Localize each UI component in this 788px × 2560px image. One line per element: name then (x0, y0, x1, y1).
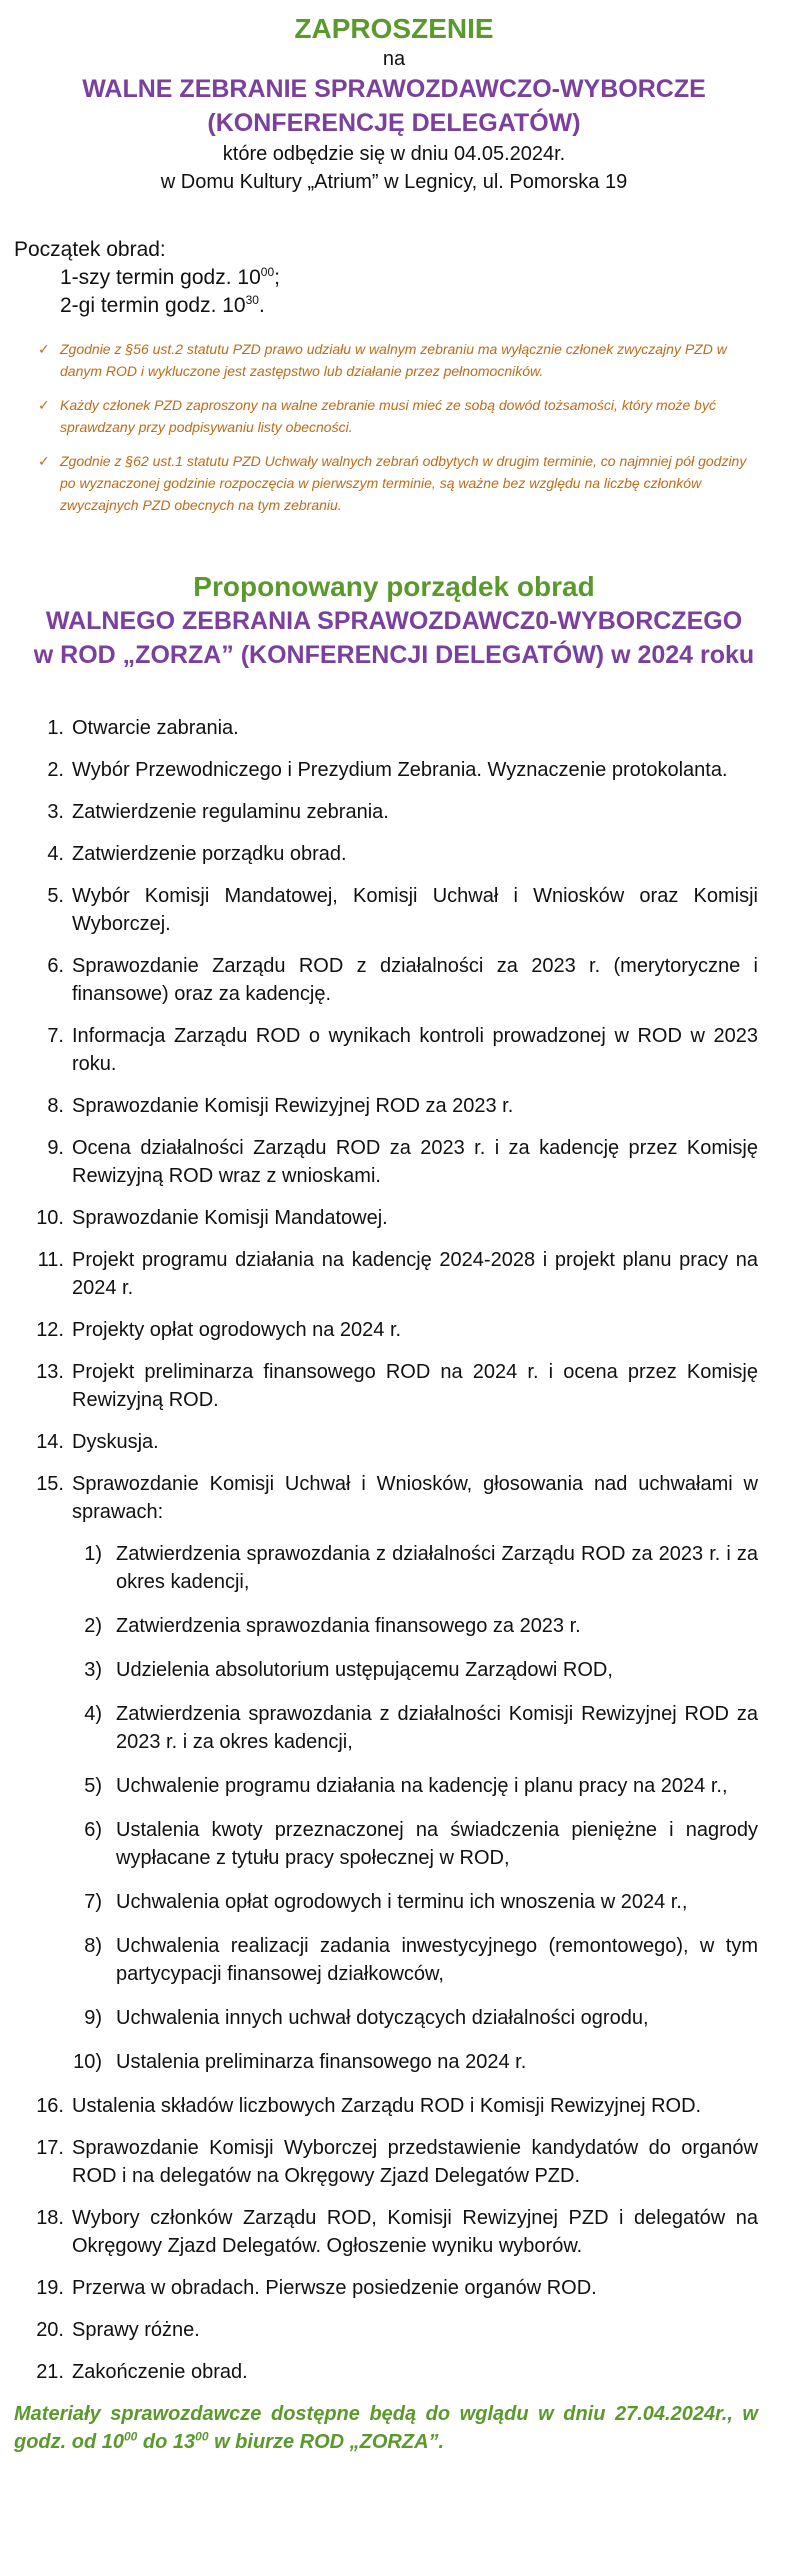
second-term-minutes: 30 (245, 293, 259, 307)
agenda-item (40, 756, 758, 784)
meeting-place: w Domu Kultury „Atrium” w Legnicy, ul. Pomorska 19 (160, 171, 628, 193)
agenda-item-number: 8. (47, 1095, 64, 1117)
agenda-item-text: Sprawozdanie Komisji Uchwał i Wniosków, głosowania nad uchwałami w sprawach: (72, 1473, 758, 1523)
checkmark-icon: ✓ (38, 341, 50, 357)
agenda-item-number: 12. (36, 1319, 64, 1341)
sub-item (72, 1888, 758, 1916)
agenda-item (40, 1022, 758, 1078)
agenda-item (40, 952, 758, 1008)
agenda-item (40, 1134, 758, 1190)
agenda-item-number: 7. (47, 1025, 64, 1047)
agenda-item-text: Projekt preliminarza finansowego ROD na 2024 r. i ocena przez Komisję Rewizyjną ROD. (72, 1361, 758, 1411)
sub-item (72, 1656, 758, 1684)
note-item (38, 338, 748, 382)
sub-item-number: 8) (84, 1935, 102, 1957)
agenda-item (36, 2358, 758, 2386)
first-term-minutes: 00 (260, 265, 275, 279)
sub-item-number: 3) (84, 1659, 102, 1681)
sub-item-number: 7) (84, 1891, 102, 1913)
sub-item-text: Zatwierdzenia sprawozdania z działalności Komisji Rewizyjnej ROD za 2023 r. i za okres kadencji, (116, 1703, 758, 1753)
agenda-item (36, 2092, 758, 2120)
resolutions-sublist (72, 1540, 758, 2076)
agenda-item (40, 882, 758, 938)
agenda-item-number: 11. (37, 1249, 64, 1271)
agenda-item (40, 840, 758, 868)
note-item (38, 450, 748, 516)
agenda-item-text: Ustalenia składów liczbowych Zarządu ROD i Komisji Rewizyjnej ROD. (72, 2095, 702, 2117)
agenda-subheading-line2: w ROD „ZORZA” (KONFERENCJI DELEGATÓW) w 2024 roku (33, 641, 755, 669)
agenda-heading: Proponowany porządek obrad (193, 571, 595, 602)
second-term-end: . (258, 294, 265, 317)
agenda-item-text: Informacja Zarządu ROD o wynikach kontroli prowadzonej w ROD w 2023 roku. (72, 1025, 758, 1075)
agenda-item (36, 1428, 758, 1456)
sub-item-number: 5) (84, 1775, 102, 1797)
agenda-item-text: Sprawozdanie Komisji Wyborczej przedstawienie kandydatów do organów ROD i na delegatów na Okręgowy Zjazd Delegatów PZD. (72, 2137, 758, 2187)
agenda-item-text: Dyskusja. (72, 1431, 159, 1453)
agenda-item-text: Ocena działalności Zarządu ROD za 2023 r. i za kadencję przez Komisję Rewizyjną ROD wraz z wnioskami. (72, 1137, 758, 1187)
agenda-item (37, 1246, 758, 1302)
materials-notice-text-2: do 13 (137, 2431, 196, 2453)
agenda-item-text: Zatwierdzenie porządku obrad. (72, 843, 347, 865)
agenda-subheading-line1: WALNEGO ZEBRANIA SPRAWOZDAWCZ0-WYBORCZEGO (45, 607, 743, 635)
meeting-date: które odbędzie się w dniu 04.05.2024r. (222, 143, 566, 165)
agenda-item-number: 15. (36, 1473, 64, 1495)
agenda-item-number: 19. (36, 2277, 64, 2299)
sub-item-text: Udzielenia absolutorium ustępującemu Zarządowi ROD, (116, 1659, 613, 1681)
sub-item-number: 9) (84, 2007, 102, 2029)
materials-notice-minutes-2: 00 (195, 2429, 209, 2444)
agenda-item (36, 2274, 758, 2302)
start-times (0, 236, 788, 320)
checkmark-icon: ✓ (38, 397, 50, 413)
sub-item-number: 4) (84, 1703, 102, 1725)
agenda-item (36, 2316, 758, 2344)
first-term-text: 1-szy termin godz. 10 (60, 266, 261, 289)
sub-item (72, 1816, 758, 1872)
agenda-item (40, 798, 758, 826)
materials-notice (0, 2400, 788, 2456)
agenda-item-text: Zatwierdzenie regulaminu zebrania. (72, 801, 389, 823)
agenda-item-number: 21. (36, 2361, 64, 2383)
note-text: Zgodnie z §62 ust.1 statutu PZD Uchwały walnych zebrań odbytych w drugim terminie, co najmniej pół godziny po wyznaczonej godzinie rozpoczęcia w pierwszym terminie, są ważne bez względu na liczbę członków zwyczajnych PZD obecnych na tym zebraniu. (60, 453, 747, 513)
agenda-item-text: Wybory członków Zarządu ROD, Komisji Rewizyjnej PZD i delegatów na Okręgowy Zjazd Delegatów. Ogłoszenie wyniku wyborów. (72, 2207, 758, 2257)
agenda-item-number: 5. (47, 885, 64, 907)
sub-item-text: Zatwierdzenia sprawozdania finansowego za 2023 r. (116, 1615, 581, 1637)
agenda-item-text: Przerwa w obradach. Pierwsze posiedzenie organów ROD. (72, 2277, 597, 2299)
agenda-item-number: 1. (47, 717, 64, 739)
sub-item (72, 2004, 758, 2032)
agenda-item-number: 18. (36, 2207, 64, 2229)
agenda-item-text: Sprawozdanie Komisji Rewizyjnej ROD za 2023 r. (72, 1095, 514, 1117)
meeting-name-line2: (KONFERENCJĘ DELEGATÓW) (207, 109, 581, 137)
agenda-item-number: 6. (47, 955, 64, 977)
notes-list (0, 338, 788, 516)
agenda-item-text: Sprawozdanie Zarządu ROD z działalności za 2023 r. (merytoryczne i finansowe) oraz za kadencję. (72, 955, 758, 1005)
first-term (14, 264, 788, 292)
agenda-header (0, 570, 788, 672)
sub-item-text: Uchwalenia innych uchwał dotyczących działalności ogrodu, (116, 2007, 649, 2029)
agenda-item-text: Wybór Komisji Mandatowej, Komisji Uchwał i Wniosków oraz Komisji Wyborczej. (72, 885, 758, 935)
sub-item (72, 1932, 758, 1988)
agenda-item-text: Projekt programu działania na kadencję 2024-2028 i projekt planu pracy na 2024 r. (72, 1249, 758, 1299)
agenda-item (36, 1470, 758, 2076)
agenda-item (36, 2134, 758, 2190)
agenda-item-text: Wybór Przewodniczego i Prezydium Zebrania. Wyznaczenie protokolanta. (72, 759, 728, 781)
agenda-list (0, 714, 788, 2386)
checkmark-icon: ✓ (38, 453, 50, 469)
sub-item (72, 1540, 758, 1596)
agenda-item (36, 1204, 758, 1232)
sub-item-text: Ustalenia kwoty przeznaczonej na świadczenia pieniężne i nagrody wypłacane z tytułu pracy społecznej w ROD, (116, 1819, 758, 1869)
sub-item (72, 1612, 758, 1640)
sub-item-number: 10) (73, 2051, 102, 2073)
note-text: Zgodnie z §56 ust.2 statutu PZD prawo udziału w walnym zebraniu ma wyłącznie członek zwyczajny PZD w danym ROD i wykluczone jest zastępstwo lub działanie przez pełnomocników. (60, 341, 727, 379)
agenda-item (40, 1092, 758, 1120)
materials-notice-text-3: w biurze ROD „ZORZA”. (208, 2431, 445, 2453)
start-label: Początek obrad: (14, 238, 166, 261)
meeting-name-line1: WALNE ZEBRANIE SPRAWOZDAWCZO-WYBORCZE (82, 75, 706, 103)
note-text: Każdy członek PZD zaproszony na walne zebranie musi mieć ze sobą dowód tożsamości, który może być sprawdzany przy podpisywaniu listy obecności. (60, 397, 716, 435)
agenda-item-text: Otwarcie zabrania. (72, 717, 239, 739)
agenda-item (40, 714, 758, 742)
sub-item-text: Uchwalenie programu działania na kadencję i planu pracy na 2024 r., (116, 1775, 728, 1797)
materials-notice-minutes-1: 00 (124, 2429, 138, 2444)
agenda-item-number: 10. (36, 1207, 64, 1229)
agenda-item-text: Sprawozdanie Komisji Mandatowej. (72, 1207, 388, 1229)
sub-item (72, 1772, 758, 1800)
agenda-item (36, 1358, 758, 1414)
agenda-item-text: Zakończenie obrad. (72, 2361, 248, 2383)
agenda-item-number: 4. (47, 843, 64, 865)
sub-item (72, 2048, 758, 2076)
note-item (38, 394, 748, 438)
agenda-item-number: 17. (36, 2137, 64, 2159)
sub-item (72, 1700, 758, 1756)
agenda-item-number: 14. (36, 1431, 64, 1453)
agenda-item-text: Projekty opłat ogrodowych na 2024 r. (72, 1319, 402, 1341)
sub-item-text: Zatwierdzenia sprawozdania z działalności Zarządu ROD za 2023 r. i za okres kadencji, (116, 1543, 758, 1593)
first-term-end: ; (274, 266, 280, 289)
agenda-item-number: 2. (47, 759, 64, 781)
second-term-text: 2-gi termin godz. 10 (60, 294, 246, 317)
sub-item-number: 6) (84, 1819, 102, 1841)
sub-item-text: Uchwalenia opłat ogrodowych i terminu ich wnoszenia w 2024 r., (116, 1891, 688, 1913)
agenda-item-number: 3. (47, 801, 64, 823)
agenda-item-number: 9. (47, 1137, 64, 1159)
sub-item-text: Ustalenia preliminarza finansowego na 2024 r. (116, 2051, 527, 2073)
invitation-title: ZAPROSZENIE (294, 13, 494, 44)
agenda-item (36, 2204, 758, 2260)
agenda-item-number: 13. (36, 1361, 64, 1383)
agenda-item (36, 1316, 758, 1344)
second-term (14, 292, 788, 320)
agenda-item-text: Sprawy różne. (72, 2319, 200, 2341)
sub-item-number: 2) (84, 1615, 102, 1637)
sub-item-number: 1) (84, 1543, 102, 1565)
agenda-item-number: 20. (36, 2319, 64, 2341)
materials-notice-text-1: Materiały sprawozdawcze dostępne będą do wglądu w dniu 27.04.2024r., w godz. od 10 (14, 2403, 758, 2453)
agenda-item-number: 16. (36, 2095, 64, 2117)
invitation-na: na (382, 48, 406, 70)
sub-item-text: Uchwalenia realizacji zadania inwestycyjnego (remontowego), w tym partycypacji finansowej działkowców, (116, 1935, 758, 1985)
